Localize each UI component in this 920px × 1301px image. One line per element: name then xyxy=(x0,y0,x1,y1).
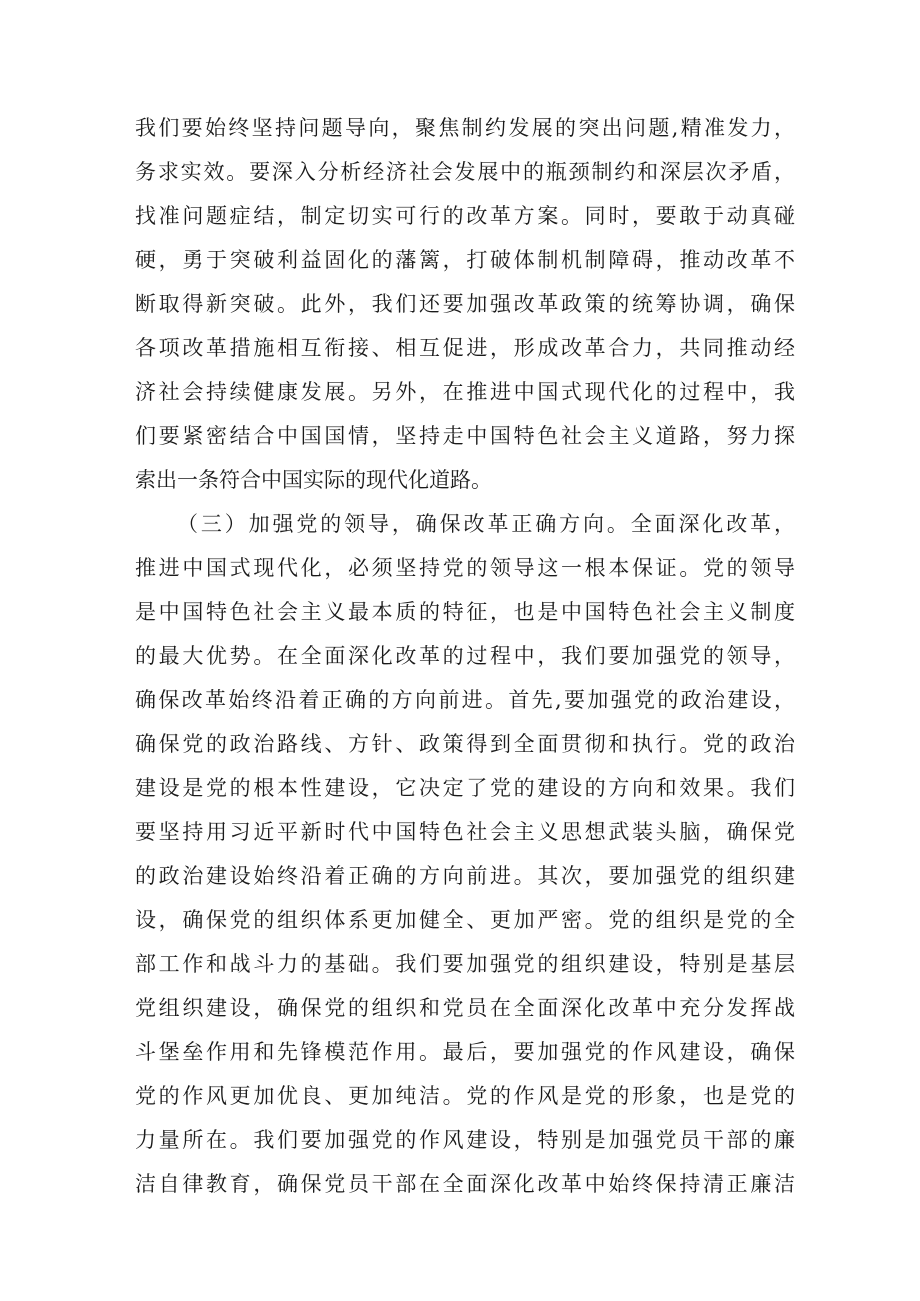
text-line: 断取得新突破。此外，我们还要加强改革政策的统筹协调，确保 xyxy=(135,292,795,316)
text-line: 要坚持用习近平新时代中国特色社会主义思想武装头脑，确保党 xyxy=(135,820,795,844)
text-line: 党组织建设，确保党的组织和党员在全面深化改革中充分发挥战 xyxy=(135,996,795,1020)
text-line: 的政治建设始终沿着正确的方向前进。其次，要加强党的组织建 xyxy=(135,864,795,888)
text-line: 务求实效。要深入分析经济社会发展中的瓶颈制约和深层次矛盾， xyxy=(135,160,795,184)
text-line: （三）加强党的领导，确保改革正确方向。全面深化改革， xyxy=(177,512,795,536)
text-line: 找准问题症结，制定切实可行的改革方案。同时，要敢于动真碰 xyxy=(135,204,795,228)
text-line: 推进中国式现代化，必须坚持党的领导这一根本保证。党的领导 xyxy=(135,556,795,580)
text-line: 设，确保党的组织体系更加健全、更加严密。党的组织是党的全 xyxy=(135,908,795,932)
text-line: 建设是党的根本性建设，它决定了党的建设的方向和效果。我们 xyxy=(135,776,795,800)
text-line: 硬，勇于突破利益固化的藩篱，打破体制机制障碍，推动改革不 xyxy=(135,248,795,272)
text-line: 部工作和战斗力的基础。我们要加强党的组织建设，特别是基层 xyxy=(135,952,795,976)
text-line: 济社会持续健康发展。另外，在推进中国式现代化的过程中，我 xyxy=(135,380,795,404)
text-line: 确保改革始终沿着正确的方向前进。首先,要加强党的政治建设， xyxy=(135,688,795,712)
text-line: 索出一条符合中国实际的现代化道路。 xyxy=(135,468,492,492)
text-line: 斗堡垒作用和先锋模范作用。最后，要加强党的作风建设，确保 xyxy=(135,1040,795,1064)
text-line: 们要紧密结合中国国情，坚持走中国特色社会主义道路，努力探 xyxy=(135,424,795,448)
paragraph-2 xyxy=(135,502,795,1206)
text-line: 力量所在。我们要加强党的作风建设，特别是加强党员干部的廉 xyxy=(135,1128,795,1152)
text-line: 各项改革措施相互衔接、相互促进，形成改革合力，共同推动经 xyxy=(135,336,795,360)
paragraph-1 xyxy=(135,106,795,502)
text-line: 确保党的政治路线、方针、政策得到全面贯彻和执行。党的政治 xyxy=(135,732,795,756)
text-line: 洁自律教育，确保党员干部在全面深化改革中始终保持清正廉洁 xyxy=(135,1172,795,1196)
text-line: 我们要始终坚持问题导向，聚焦制约发展的突出问题,精准发力， xyxy=(135,116,795,140)
text-line: 是中国特色社会主义最本质的特征，也是中国特色社会主义制度 xyxy=(135,600,795,624)
text-line: 的最大优势。在全面深化改革的过程中，我们要加强党的领导， xyxy=(135,644,795,668)
text-line: 党的作风更加优良、更加纯洁。党的作风是党的形象，也是党的 xyxy=(135,1084,795,1108)
